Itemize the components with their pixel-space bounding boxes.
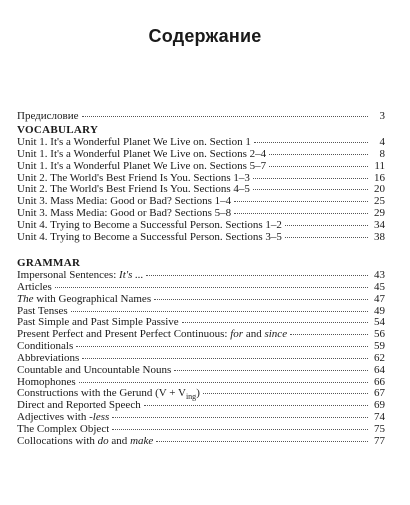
toc-label: Constructions with the Gerund $(V + V_{ing})$: [17, 388, 200, 402]
leader-dots: [203, 393, 368, 394]
toc-label: Homophones: [17, 376, 76, 388]
toc-row[interactable]: [17, 111, 385, 123]
leader-dots: [234, 201, 368, 202]
leader-dots: [234, 213, 368, 214]
toc-row[interactable]: [17, 294, 385, 306]
toc-row[interactable]: [17, 329, 385, 341]
toc-row[interactable]: [17, 196, 385, 208]
toc-label: Unit 2. The World's Best Friend Is You. Sections 4–5: [17, 184, 250, 196]
toc-label-emphasis: do: [97, 435, 109, 447]
vocabulary-list: [17, 137, 385, 244]
toc-page: 54: [374, 316, 385, 329]
toc-row[interactable]: [17, 317, 385, 329]
grammar-section: [17, 257, 385, 448]
toc-label: Conditionals: [17, 341, 74, 353]
toc-page: 59: [374, 340, 385, 353]
leader-dots: [254, 142, 368, 143]
vocabulary-section: [17, 124, 385, 244]
toc-row[interactable]: [17, 208, 385, 220]
toc-label: Unit 2. The World's Best Friend Is You. Sections 1–3: [17, 172, 250, 184]
toc-row[interactable]: [17, 388, 385, 400]
leader-dots: [154, 299, 368, 300]
leader-dots: [76, 346, 368, 347]
toc-row[interactable]: [17, 341, 385, 353]
toc-row[interactable]: [17, 306, 385, 318]
toc-page: 4: [379, 136, 385, 148]
toc-label: The Complex Object: [17, 423, 110, 435]
toc-label-emphasis: It's ...: [119, 270, 144, 281]
toc-page: 34: [374, 218, 385, 231]
leader-dots: [269, 154, 368, 155]
toc-page: 66: [374, 375, 385, 388]
toc-page: 16: [374, 171, 385, 184]
toc-page: 45: [374, 280, 385, 293]
leader-dots: [285, 225, 368, 226]
leader-dots: [253, 178, 368, 179]
toc-page: 62: [374, 351, 385, 364]
toc-page: 74: [374, 411, 385, 424]
toc-label: Предисловие: [17, 111, 79, 122]
toc-label-emphasis: make: [130, 435, 154, 447]
toc-label-emphasis: for: [230, 329, 244, 341]
toc-row[interactable]: [17, 412, 385, 424]
toc-page: 43: [374, 269, 385, 281]
leader-dots: [144, 405, 368, 406]
toc-row[interactable]: [17, 270, 385, 282]
toc-row[interactable]: [17, 184, 385, 196]
grammar-list: [17, 270, 385, 448]
toc-page: 3: [379, 110, 385, 122]
leader-dots: [82, 116, 369, 117]
toc-page: 77: [374, 434, 385, 447]
toc-label: Impersonal Sentences: It's ...: [17, 270, 144, 281]
toc-row[interactable]: [17, 436, 385, 448]
toc-label: Unit 4. Trying to Become a Successful Person. Sections 3–5: [17, 231, 282, 243]
toc-row[interactable]: [17, 232, 385, 244]
toc-page: 38: [374, 230, 385, 243]
leader-dots: [269, 166, 368, 167]
leader-dots: [182, 322, 368, 323]
toc-label: Past Tenses: [17, 305, 68, 317]
preface-entry: [17, 111, 385, 123]
toc-page: 75: [374, 422, 385, 435]
toc-label: Unit 3. Mass Media: Good or Bad? Sections 5–8: [17, 208, 232, 220]
leader-dots: [290, 334, 368, 335]
toc-page: 25: [374, 195, 385, 208]
leader-dots: [82, 358, 368, 359]
leader-dots: [55, 287, 368, 288]
toc-label: Present Perfect and Present Perfect Continuous: for and since: [17, 329, 288, 341]
toc-row[interactable]: [17, 149, 385, 161]
leader-dots: [71, 311, 368, 312]
toc-label: Unit 3. Mass Media: Good or Bad? Sections 1–4: [17, 196, 232, 208]
leader-dots: [79, 382, 368, 383]
leader-dots: [156, 441, 368, 442]
toc-label: Countable and Uncountable Nouns: [17, 364, 172, 376]
toc-label: Unit 1. It's a Wonderful Planet We Live on. Section 1: [17, 137, 251, 148]
toc-label-emphasis: The: [17, 293, 34, 305]
toc-label-emphasis: since: [264, 329, 288, 341]
toc-label: Unit 1. It's a Wonderful Planet We Live on. Sections 2–4: [17, 148, 267, 160]
toc-label-subscript: ing: [185, 392, 197, 402]
toc-row[interactable]: [17, 282, 385, 294]
toc-row[interactable]: [17, 400, 385, 412]
toc-page: 8: [379, 147, 385, 160]
page-title: Содержание: [148, 26, 262, 46]
toc-row[interactable]: [17, 173, 385, 185]
toc-page: 11: [374, 159, 385, 172]
leader-dots: [112, 429, 368, 430]
toc-label: Direct and Reported Speech: [17, 400, 141, 412]
leader-dots: [146, 275, 368, 276]
leader-dots: [174, 370, 368, 371]
leader-dots: [253, 189, 368, 190]
toc-label: The with Geographical Names: [17, 293, 152, 305]
toc-page: 47: [374, 292, 385, 305]
toc-label: Collocations with do and make: [17, 435, 154, 447]
toc-row[interactable]: [17, 137, 385, 149]
toc-page: 67: [374, 387, 385, 400]
toc-label: Abbreviations: [17, 352, 80, 364]
toc-row[interactable]: [17, 353, 385, 365]
toc-row[interactable]: [17, 424, 385, 436]
toc-label: Articles: [17, 281, 52, 293]
vocabulary-heading: VOCABULARY: [17, 124, 99, 136]
toc-page: 20: [374, 183, 385, 196]
toc-label: Past Simple and Past Simple Passive: [17, 317, 179, 329]
toc-label-emphasis: -less: [89, 412, 110, 424]
toc-row[interactable]: [17, 220, 385, 232]
grammar-heading: GRAMMAR: [17, 257, 81, 269]
toc-label: Unit 4. Trying to Become a Successful Person. Sections 1–2: [17, 219, 282, 231]
toc-page: 49: [374, 304, 385, 317]
toc-page: 64: [374, 363, 385, 376]
toc-row[interactable]: [17, 365, 385, 377]
toc-page: 29: [374, 207, 385, 220]
toc-label: Unit 1. It's a Wonderful Planet We Live on. Sections 5–7: [17, 160, 267, 172]
leader-dots: [112, 417, 368, 418]
toc-row[interactable]: [17, 377, 385, 389]
toc-row[interactable]: [17, 161, 385, 173]
toc-page: 56: [374, 328, 385, 341]
toc-page: 69: [374, 399, 385, 412]
toc-label: Adjectives with -less: [17, 412, 110, 424]
leader-dots: [285, 237, 368, 238]
